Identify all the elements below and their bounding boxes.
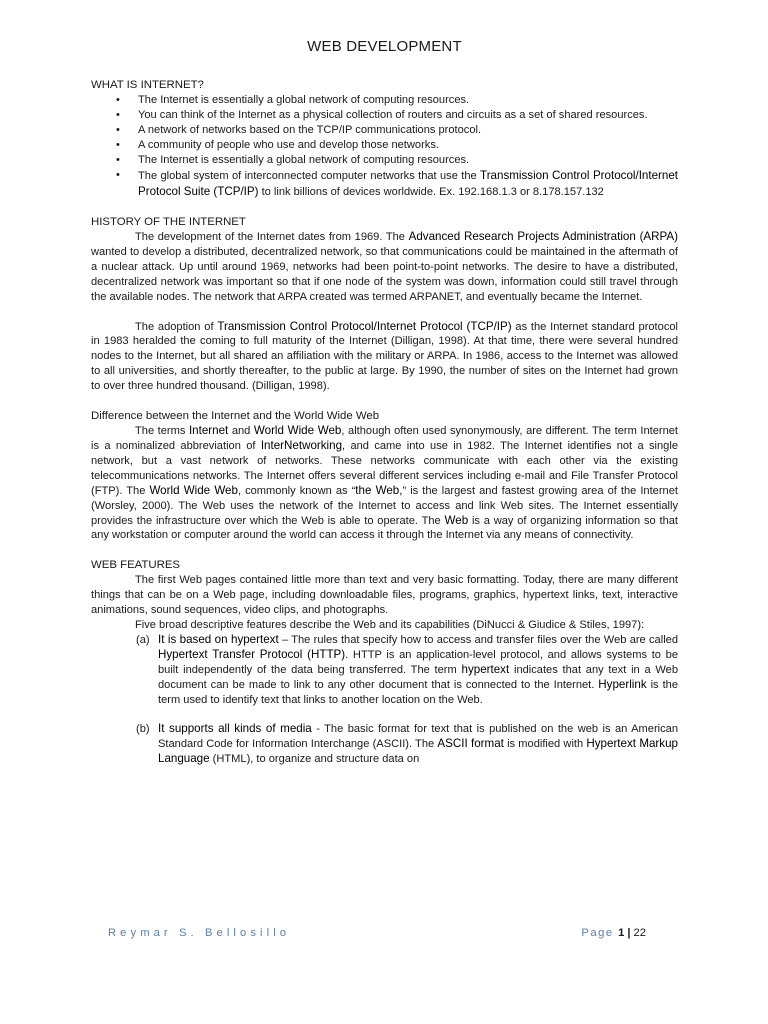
key-term: World Wide Web [149,483,238,497]
paragraph-text: is the term used to identify text that links to another location on the Web. [158,678,678,706]
internet-bullet-list [91,93,678,200]
key-term: Hyperlink [598,677,647,691]
bullet-item [91,168,678,200]
features-paragraph-2: Five broad descriptive features describe the Web and its capabilities (DiNucci & Giudice & Stiles, 1997): [135,619,645,632]
paragraph-text: The adoption of [135,320,218,333]
paragraph-text: , although often used synonymously, are different. The term Internet is a nominalized abbreviation of [91,425,678,452]
heading-web-features: WEB FEATURES [91,559,181,572]
bullet-text: The global system of interconnected computer networks that use the [138,170,481,182]
paragraph-text: (HTML), to organize and structure data on [209,753,420,766]
page-label: Page [581,927,614,939]
key-term: ASCII format [437,737,504,751]
key-term: Transmission Control Protocol/Internet Protocol Suite (TCP/IP) [138,169,679,198]
heading-what-is-internet: WHAT IS INTERNET? [91,79,204,91]
bullet-item: • The Internet is essentially a global network of computing resources. [91,153,678,168]
paragraph-text: The terms [135,425,189,438]
bullet-item: • The Internet is essentially a global network of computing resources. [91,93,678,108]
key-term: the Web, [355,483,403,497]
bullet-item: • You can think of the Internet as a physical collection of routers and circuits as a set of shared resources. [91,108,678,123]
history-paragraph-2 [91,320,678,395]
history-paragraph-1 [91,230,678,305]
paragraph-text: as the Internet standard protocol in 1983 heralded the coming to full maturity of the Internet (Dilligan, 1998). At that time, there were several hundred nodes to the Internet, but all shared an affiliation with the military or ARPA. In 1986, access to the Internet was allowed to all universities, and shortly thereafter, to the public at large. By 1990, the number of sites on the Internet had grown to over three hundred thousand. (Dilligan, 1998). [91,320,678,393]
paragraph-text: indicates that any text in a Web document can be made to link to any other document that is connected to the Internet. [158,663,679,691]
feature-item-a [91,633,678,708]
page-title: WEB DEVELOPMENT [307,38,462,55]
paragraph-text: . HTTP is an application-level protocol, and allows systems to be built independently of the data being transferred. The term [158,648,678,676]
bullet-item: • A network of networks based on the TCP/IP communications protocol. [91,123,678,138]
key-term: Hypertext Transfer Protocol (HTTP) [158,647,346,661]
page-total: 22 [633,927,646,939]
features-list [91,633,678,767]
bullet-text: to link billions of devices worldwide. Ex. 192.168.1.3 or 8.178.157.132 [258,186,604,198]
paragraph-text: and [228,425,254,438]
bullet-item: • A community of people who use and develop those networks. [91,138,678,153]
feature-item-b [91,722,678,767]
list-marker: (b) [136,723,150,736]
paragraph-text: is modified with [503,738,587,751]
author-name: Reymar S. Bellosillo [108,927,291,939]
paragraph-text: The development of the Internet dates from 1969. The [135,231,409,243]
paragraph-text: is a way of organizing information so that any workstation or computer around the world can access it through the Internet via any means of connectivity. [91,514,678,542]
page-indicator [581,927,646,939]
key-term: World Wide Web [253,424,342,438]
page-separator: | [627,927,631,939]
paragraph-text: - The basic format for text that is published on the web is an American Standard Code for Information Interchange (ASCII). The [158,723,678,751]
key-term: Internet [188,424,229,438]
difference-paragraph [91,424,678,543]
key-term: It supports all kinds of media [158,722,312,736]
key-term: Hypertext Markup Language [158,737,678,766]
page-footer [108,927,646,939]
list-spacer [91,707,678,722]
features-paragraph-1: The first Web pages contained little more than text and very basic formatting. Today, there are many different things that can be on a Web page, including downloadable files, programs, graphics, hypertext links, text, interactive animations, sound sequences, video clips, and photographs. [91,574,678,617]
document-page [91,0,678,767]
key-term: It is based on hypertext [158,632,279,646]
key-term: Transmission Control Protocol/Internet Protocol (TCP/IP) [217,319,512,333]
paragraph-text: , commonly known as “ [237,484,356,497]
key-term: hypertext [461,662,510,676]
key-term: Web [444,513,469,527]
list-marker: (a) [136,633,150,646]
paragraph-text: ” is the largest and fastest growing area of the Internet (Worsley, 2000). The Web uses the network of the Internet to access and link Web sites. The Internet essentially provides the infrastructure over which the Web is able to operate. The [91,484,678,527]
heading-history: HISTORY OF THE INTERNET [91,216,246,228]
paragraph-text: , and came into use in 1982. The Internet identifies not a single network, but a vast network of networks. These networks communicate with each other via the existing telecommunications networks. The Internet offers several different services including e-mail and File Transfer Protocol (FTP). The [91,439,678,497]
key-term: InterNetworking [260,438,343,452]
key-term: Advanced Research Projects Administration (ARPA) [408,230,678,243]
paragraph-text: – The rules that specify how to access and transfer files over the Web are called [278,633,678,646]
paragraph-text: wanted to develop a distributed, decentralized network, so that communications could be maintained in the aftermath of a nuclear attack. Up until around 1969, networks had been point-to-point networks. The desire to have a distributed, decentralized network was important so that if one node of the system was down, information could still travel through the available nodes. The network that ARPA created was termed ARPANET, and eventually became the Internet. [91,245,678,303]
page-number: 1 [618,927,625,939]
heading-difference: Difference between the Internet and the World Wide Web [91,410,380,423]
